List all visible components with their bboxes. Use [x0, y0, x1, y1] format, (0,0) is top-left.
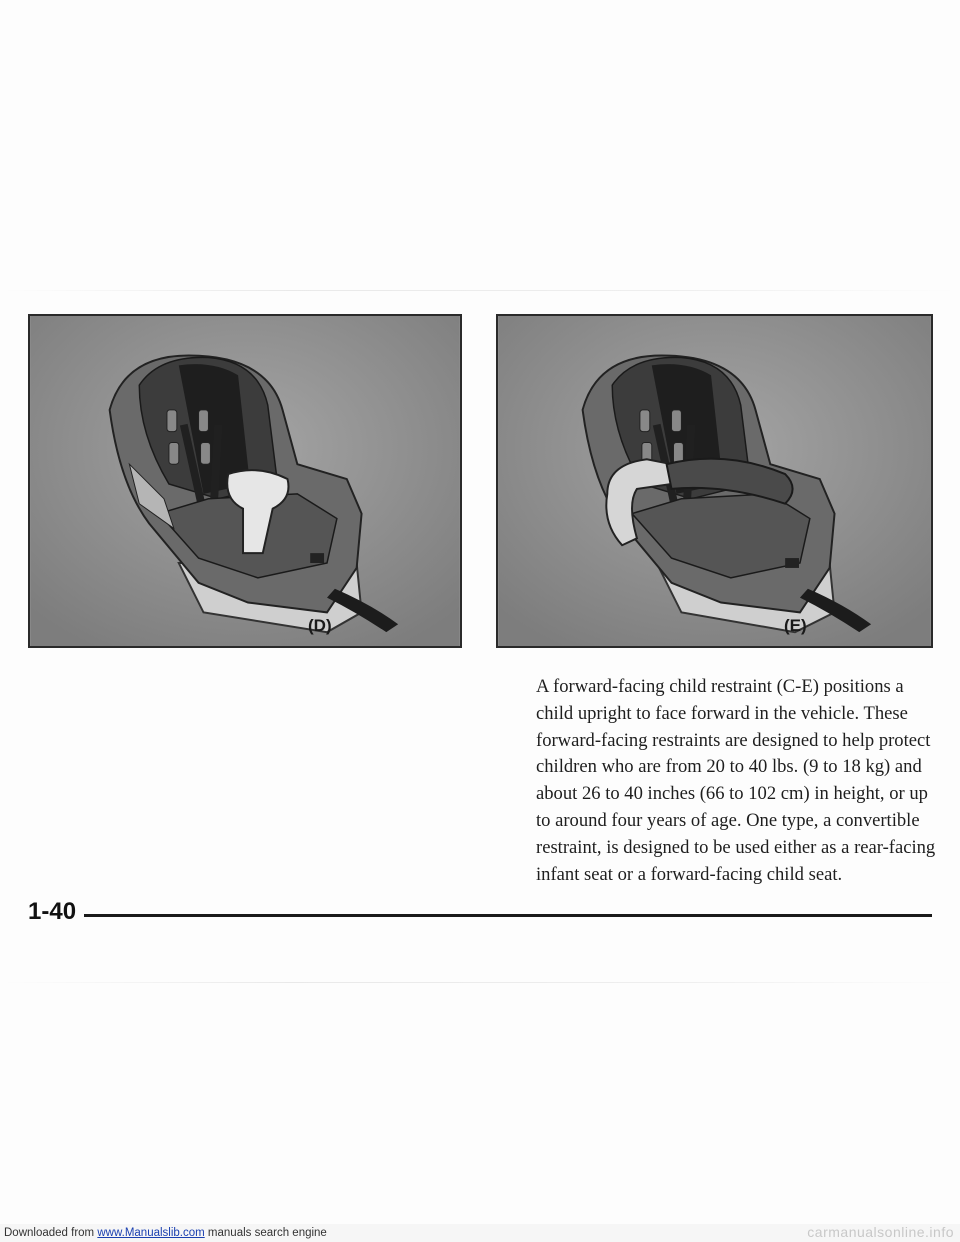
- footer-prefix: Downloaded from: [4, 1227, 95, 1239]
- footer-suffix: manuals search engine: [207, 1227, 327, 1239]
- page-number: 1-40: [28, 898, 77, 925]
- manualslib-link[interactable]: www.Manualslib.com: [97, 1227, 205, 1239]
- figure-d-child-seat-t-shield: [28, 314, 462, 648]
- body-paragraph: A forward-facing child restraint (C-E) positions a child upright to face forward in the vehicle. These forward-facing restraints are designed to help protect children who are from 20 to 40 lbs. (9 to 18 kg) and about 26 to 40 inches (66 to 102 cm) in height, or up to around four years of age. One type, a convertible restraint, is designed to be used either as a rear-facing infant seat or a forward-facing child seat.: [536, 676, 936, 885]
- scan-artifact-top: [0, 290, 960, 291]
- page-rule: [84, 914, 932, 917]
- figure-e-child-seat-tray-shield: [496, 314, 933, 648]
- child-seat-d-illustration: [30, 316, 460, 646]
- figure-label-e: (E): [784, 616, 807, 635]
- footer-download-note: [4, 1227, 327, 1239]
- scan-artifact-bottom: [0, 982, 960, 983]
- figure-label-d: (D): [308, 616, 332, 635]
- watermark-text: carmanualsonline.info: [807, 1224, 954, 1240]
- child-seat-e-illustration: [498, 316, 931, 646]
